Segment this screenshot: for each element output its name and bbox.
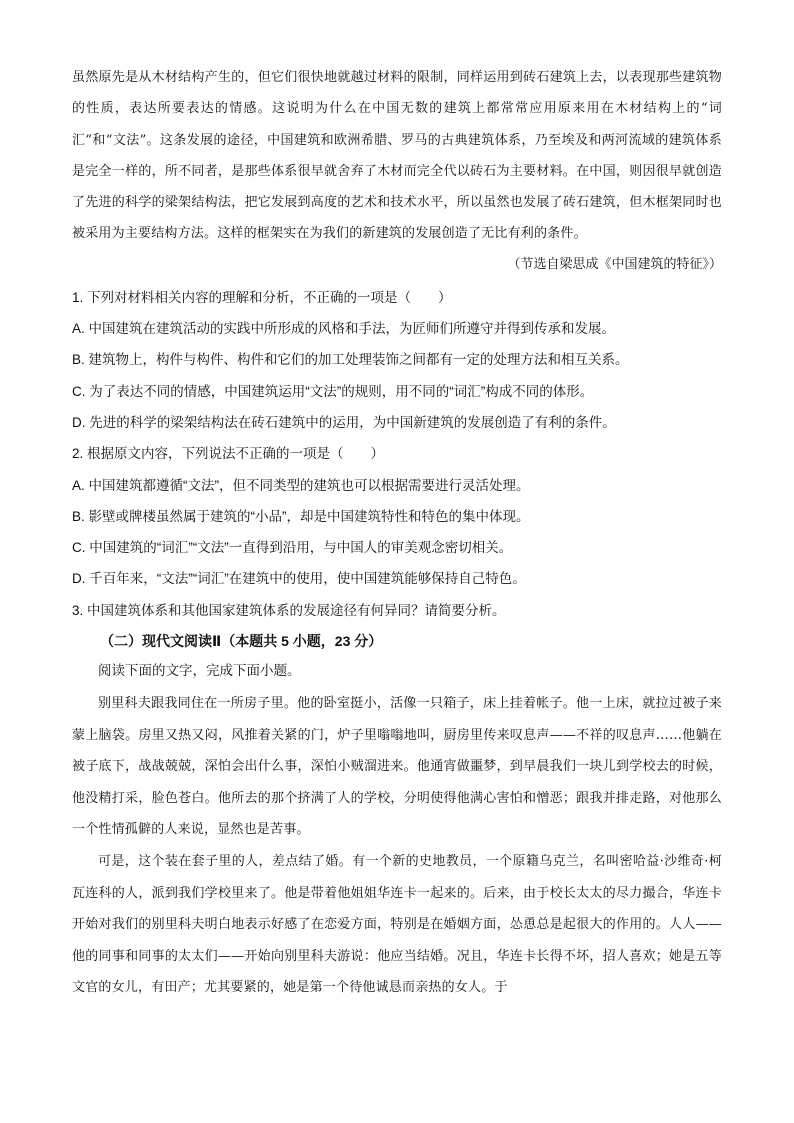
passage-source: （节选自梁思成《中国建筑的特征》）: [507, 256, 722, 272]
story-paragraph: 别里科夫跟我同住在一所房子里。他的卧室挺小，活像一只箱子，床上挂着帐子。他一上床，就拉过被子来蒙上脑袋。房里又热又闷，风推着关紧的门，炉子里嗡嗡地叫，厨房里传来叹息声——不祥的叹息声……他躺在被子底下，战战兢兢，深怕会出什么事，深怕小贼溜进来。他通宵做噩梦，到早晨我们一块儿到学校去的时候，他没精打采，脸色苍白。他所去的那个挤满了人的学校，分明使得他满心害怕和憎恶；跟我并排走路，对他那么一个性情孤僻的人来说，显然也是苦事。: [72, 696, 722, 838]
option-d: D. 先进的科学的梁架结构法在砖石建筑中的运用，为中国新建筑的发展创造了有利的条件。: [72, 414, 616, 430]
passage-paragraph: 虽然原先是从木材结构产生的，但它们很快地就越过材料的限制，同样运用到砖石建筑上去，以表现那些建筑物的性质，表达所要表达的情感。这说明为什么在中国无数的建筑上都常常应用原来用在木材结构上的“词汇”和“文法”。这条发展的途径，中国建筑和欧洲希腊、罗马的古典建筑体系，乃至埃及和两河流域的建筑体系是完全一样的，所不同者，是那些体系很早就舍弃了木材而完全代以砖石为主要材料。在中国，则因很早就创造了先进的科学的梁架结构法，把它发展到高度的艺术和技术水平，所以虽然也发展了砖石建筑，但木框架同时也被采用为主要结构方法。这样的框架实在为我们的新建筑的发展创造了无比有利的条件。: [72, 70, 722, 242]
option-b: B. 建筑物上，构件与构件、构件和它们的加工处理装饰之间都有一定的处理方法和相互关系。: [72, 352, 629, 368]
question-stem: 2. 根据原文内容，下列说法不正确的一项是（ ）: [72, 446, 385, 462]
question-1: [72, 282, 722, 438]
section-title: （二）现代文阅读Ⅱ（本题共 5 小题，23 分）: [100, 633, 383, 650]
question-stem: 3. 中国建筑体系和其他国家建筑体系的发展途径有何异同？请简要分析。: [72, 602, 506, 618]
question-3: [72, 595, 722, 626]
question-stem: 1. 下列对材料相关内容的理解和分析，不正确的一项是（ ）: [72, 289, 452, 305]
story-text: [72, 688, 722, 1004]
option-d: D. 千百年来，“文法”“词汇”在建筑中的使用，使中国建筑能够保持自己特色。: [72, 571, 526, 587]
option-c: C. 为了表达不同的情感，中国建筑运用“文法”的规则，用不同的“词汇”构成不同的体形。: [72, 383, 594, 399]
option-b: B. 影壁或牌楼虽然属于建筑的“小品”，却是中国建筑特性和特色的集中体现。: [72, 508, 530, 524]
question-2: [72, 438, 722, 594]
exam-page: [72, 62, 722, 1004]
story-paragraph: 可是，这个装在套子里的人，差点结了婚。有一个新的史地教员，一个原籍乌克兰，名叫密哈益·沙维奇·柯瓦连科的人，派到我们学校里来了。他是带着他姐姐华连卡一起来的。后来，由于校长太太的尽力撮合，华连卡开始对我们的别里科夫明白地表示好感了在恋爱方面，特别是在婚姻方面，怂恿总是起很大的作用的。人人——他的同事和同事的太太们——开始向别里科夫游说：他应当结婚。况且，华连卡长得不坏，招人喜欢；她是五等文官的女儿，有田产；尤其要紧的，她是第一个待他诚恳而亲热的女人。于: [72, 854, 722, 996]
section-instruction: 阅读下面的文字，完成下面小题。: [98, 663, 301, 679]
option-c: C. 中国建筑的“词汇”“文法”一直得到沿用，与中国人的审美观念密切相关。: [72, 540, 513, 556]
option-a: A. 中国建筑在建筑活动的实践中所形成的风格和手法，为匠师们所遵守并得到传承和发展。: [72, 321, 616, 337]
option-a: A. 中国建筑都遵循“文法”，但不同类型的建筑也可以根据需要进行灵活处理。: [72, 477, 530, 493]
